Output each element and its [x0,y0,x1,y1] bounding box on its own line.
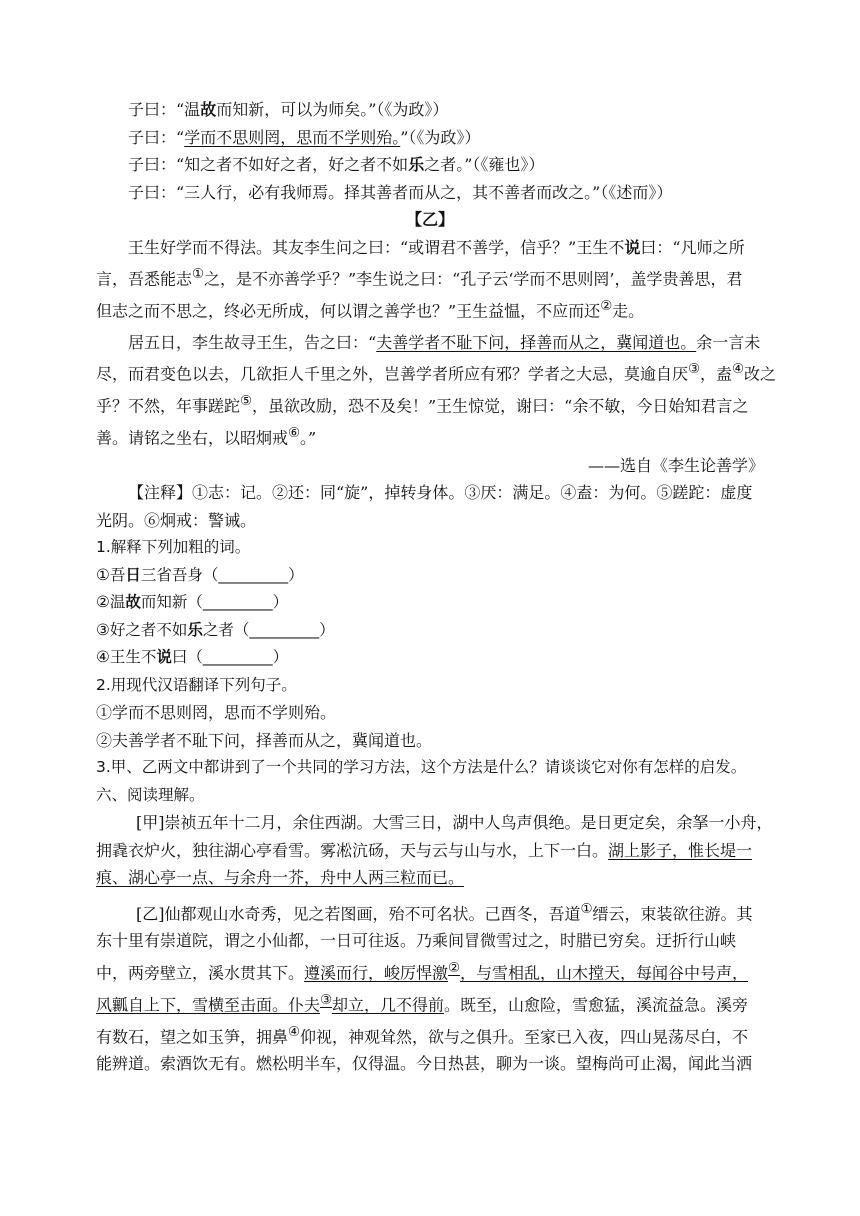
q1-title: 1.解释下列加粗的词。 [96,538,251,557]
s6-jia-line-1: [甲]崇祯五年十二月，余住西湖。大雪三日，湖中人鸟声俱绝。是日更定矣，余拏一小舟， [136,813,773,833]
s6-yi-line-6: 能辨道。索酒饮无有。燃松明半车，仅得温。今日热甚，聊为一谈。望梅尚可止渴，闻此当洒 [96,1054,753,1074]
section-6-title: 六、阅读理解。 [96,785,205,804]
q3-question: 3.甲、乙两文中都讲到了一个共同的学习方法，这个方法是什么？请谈谈它对你有怎样的启发。 [96,758,747,777]
s6-yi-line-5: 有数石，望之如玉笋，拥鼻④仰视，神观耸然，欲与之俱升。至家已入夜，四山晃荡尽白，不 [96,1024,748,1046]
source-citation: ——选自《李生论善学》 [587,455,764,475]
yi-p1-line-2: 言，吾悉能志①之，是不亦善学乎？”李生说之曰：“孔子云‘学而不思则罔’，盖学贵善思，君 [96,267,743,289]
s6-jia-line-3: 痕、湖心亭一点、与余舟一芥，舟中人两三粒而已。 [96,868,465,888]
yi-p2-line-3: 乎？不然，年事蹉跎⑤，虽欲改励，恐不及矣！”王生惊觉，谢曰：“余不敏，今日始知君言之 [96,393,749,416]
yi-p2-line-2: 尽，而君变色以去，几欲拒人千里之外，岂善学者所应有邪？学者之大忌，莫逾自厌③，盍④改之 [96,362,776,384]
q1-item-3: ③好之者不如乐之者（_________） [96,620,335,639]
s6-yi-line-3: 中，两旁壁立，溪水贯其下。遵溪而行，峻厉悍激②，与雪相乱，山木摚天，每闻谷中号声， [96,960,748,983]
s6-yi-line-4: 风瓤自上下，雪横至击面。仆夫③却立，几不得前。既至，山愈险，雪愈猛，溪流益急。溪旁 [96,992,748,1015]
yi-heading: 【乙】 [405,210,454,229]
yi-p1-line-3: 但志之而不思之，终必无所成，何以谓之善学也？”王生益愠，不应而还②走。 [96,298,645,321]
notes-line-2: 光阴。⑥炯戒：警诫。 [96,510,257,530]
yi-p2-line-1: 居五日，李生故寻王生，告之曰：“夫善学者不耻下问，择善而从之，冀闻道也。余一言未 [128,332,761,352]
s6-yi-line-1: [乙]仙都观山水奇秀，见之若图画，殆不可名状。己酉冬，吾道①缙云，束装欲往游。其 [136,901,753,923]
q2-title: 2.用现代汉语翻译下列句子。 [96,675,297,694]
jia-line-2: 子曰：“学而不思则罔，思而不学则殆。”（《为政》） [128,127,481,147]
notes-line-1: 【注释】①志：记。②还：同“旋”，掉转身体。③厌：满足。④盍：为何。⑤蹉跎：虚度 [128,483,753,503]
q2-item-1: ①学而不思则罔，思而不学则殆。 [96,703,337,723]
q2-item-2: ②夫善学者不耻下问，择善而从之，冀闻道也。 [96,730,433,750]
yi-p2-line-4: 善。请铭之坐右，以昭炯戒⑥。” [96,425,317,448]
q1-item-2: ②温故而知新（_________） [96,593,289,612]
jia-line-4: 子曰：“三人行，必有我师焉。择其善者而从之，其不善者而改之。”（《述而》） [128,182,673,202]
s6-jia-line-2: 拥毳衣炉火，独往湖心亭看雪。雾凇沆砀，天与云与山与水，上下一白。湖上影子，惟长堤一 [96,840,753,860]
jia-line-3: 子曰：“知之者不如好之者，好之者不如乐之者。”（《雍也》） [128,155,545,174]
q1-item-4: ④王生不说曰（_________） [96,648,289,667]
q1-item-1: ①吾日三省吾身（_________） [96,565,304,584]
jia-line-1: 子曰：“温故而知新，可以为师矣。”（《为政》） [128,100,449,119]
s6-yi-line-2: 东十里有崇道院，谓之小仙都，一日可往返。乃乘间冒微雪过之，时腊已穷矣。迂折行山峡 [96,931,737,951]
yi-p1-line-1: 王生好学而不得法。其友李生问之曰：“或谓君不善学，信乎？”王生不说曰：“凡师之所 [128,237,745,257]
